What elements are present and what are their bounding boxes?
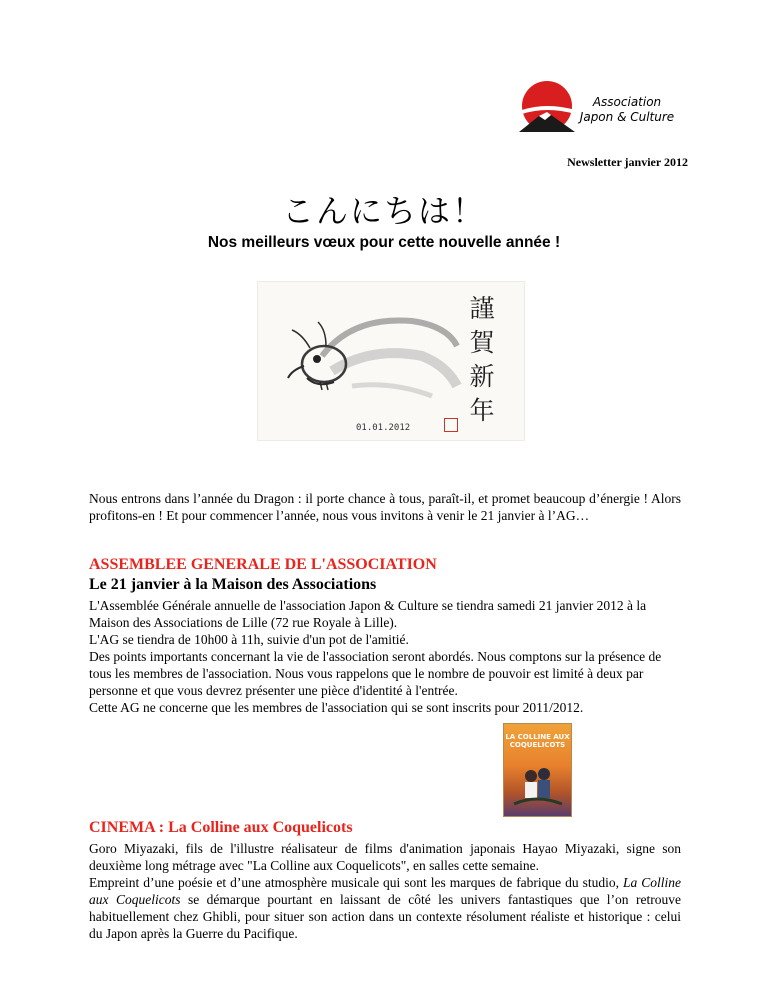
- cinema-paragraph-1: Goro Miyazaki, fils de l'illustre réalisateur de films d'animation japonais Hayao Miyazaki, signe son deuxième long métrage avec "La Colline aux Coquelicots", en salles cette semaine.: [89, 841, 681, 873]
- cinema-body: [89, 840, 681, 942]
- kanji-3: 新: [469, 362, 495, 391]
- rising-sun-fuji-icon: [517, 80, 579, 136]
- greeting-title: こんにちは！: [281, 192, 486, 230]
- assembly-section-title: ASSEMBLEE GENERALE DE L'ASSOCIATION: [89, 556, 437, 573]
- cinema-p2-start: Empreint d’une poésie et d’une atmosphère musicale qui sont les marques de fabrique du studio,: [89, 875, 623, 890]
- new-year-card-image: [257, 281, 525, 441]
- new-year-wishes: Nos meilleurs vœux pour cette nouvelle année !: [207, 234, 561, 251]
- cinema-p2-end: se démarque pourtant en laissant de côté les univers fantastiques que l’on retrouve habituellement chez Ghibli, pour situer son action dans un contexte résolument réaliste et historique : celui du Japon après la Guerre du Pacifique.: [89, 892, 681, 941]
- logo-text: [577, 95, 677, 125]
- intro-paragraph: Nous entrons dans l’année du Dragon : il porte chance à tous, paraît-il, et promet beaucoup d’énergie ! Alors profitons-en ! Et pour commencer l’année, nous vous invitons à venir le 21 janvier à l’AG…: [89, 491, 681, 523]
- cinema-paragraph-2: [89, 874, 681, 942]
- cinema-section-title: CINEMA : La Colline aux Coquelicots: [89, 819, 353, 836]
- association-logo: [517, 80, 682, 136]
- poster-illustration-icon: [504, 724, 571, 816]
- seal-stamp-icon: [444, 418, 458, 432]
- assembly-body: [89, 597, 681, 716]
- kanji-2: 賀: [469, 328, 495, 357]
- assembly-paragraph-1: L'Assemblée Générale annuelle de l'association Japon & Culture se tiendra samedi 21 janvier 2012 à la Maison des Associations de Lille (72 rue Royale à Lille).: [89, 598, 647, 630]
- newsletter-date: Newsletter janvier 2012: [567, 155, 688, 169]
- assembly-subtitle: Le 21 janvier à la Maison des Associations: [89, 576, 377, 593]
- poster-title: LA COLLINE AUX COQUELICOTS: [505, 733, 570, 749]
- logo-line-2: Japon & Culture: [579, 110, 675, 124]
- assembly-paragraph-4: Cette AG ne concerne que les membres de l'association qui se sont inscrits pour 2011/2012.: [89, 700, 584, 715]
- logo-line-1: Association: [592, 95, 662, 109]
- dragon-icon: [262, 286, 462, 436]
- assembly-paragraph-2: L'AG se tiendra de 10h00 à 11h, suivie d'un pot de l'amitié.: [89, 632, 409, 647]
- movie-poster-image: [503, 723, 572, 817]
- kinga-shinnen-text: [464, 292, 500, 428]
- assembly-paragraph-3: Des points importants concernant la vie de l'association seront abordés. Nous comptons sur la présence de tous les membres de l'association. Nous vous rappelons que le nombre de pouvoir est limité à deux par personne et que vous devrez présenter une pièce d'identité à l'entrée.: [89, 649, 662, 698]
- card-date: 01.01.2012: [356, 423, 411, 433]
- kanji-4: 年: [469, 396, 495, 425]
- film-title: La Colline aux Coquelicots: [89, 875, 681, 907]
- kanji-1: 謹: [469, 294, 495, 323]
